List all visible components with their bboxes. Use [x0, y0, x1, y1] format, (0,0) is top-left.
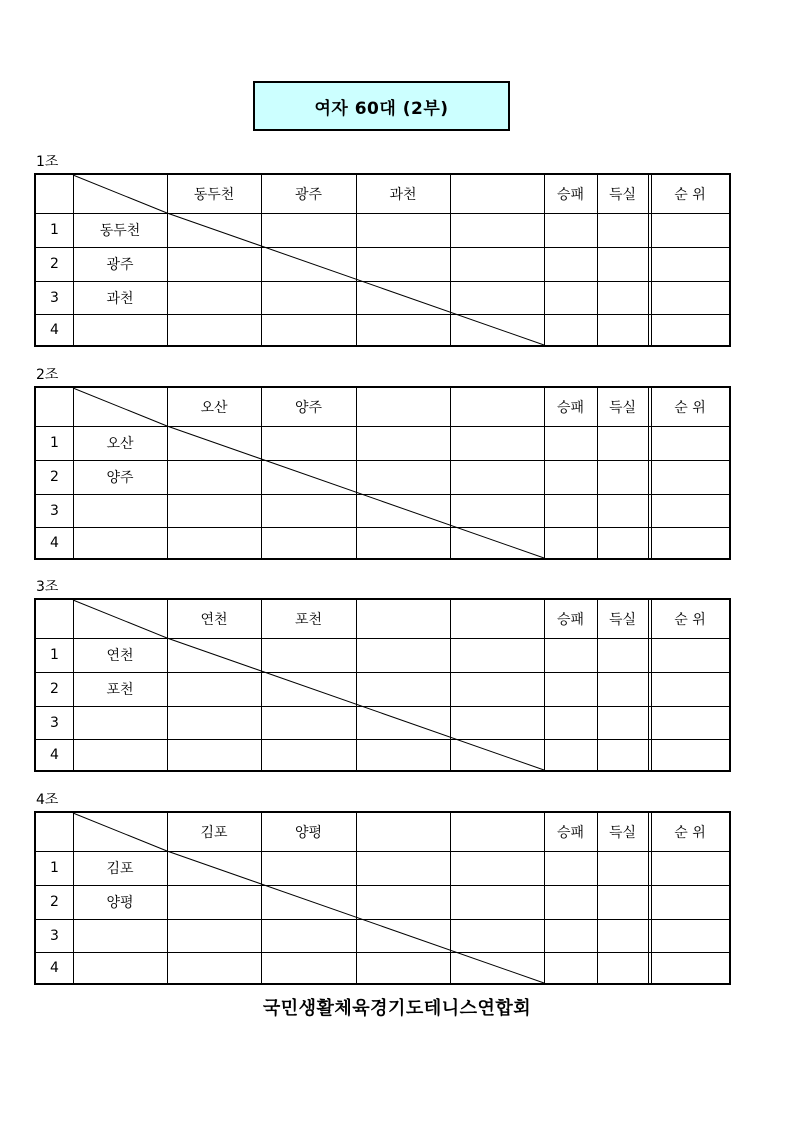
row-number: 1 — [50, 435, 59, 451]
header-diagonal — [73, 813, 167, 851]
group-label: 1조 — [36, 154, 59, 170]
rank-header: 순 위 — [674, 400, 706, 416]
column-team-header: 양주 — [294, 400, 323, 416]
row-number: 2 — [50, 894, 59, 910]
row-number: 2 — [50, 681, 59, 697]
organization-footer: 국민생활체육경기도테니스연합회 — [262, 998, 532, 1019]
row-number: 1 — [50, 222, 59, 238]
row-team-name: 양평 — [106, 895, 134, 911]
rank-header: 순 위 — [674, 825, 706, 841]
row-team-name: 과천 — [106, 290, 134, 307]
column-team-header: 양평 — [294, 825, 323, 841]
row-number: 4 — [50, 321, 59, 338]
row-number: 2 — [50, 469, 59, 485]
page-title: 여자 60대 (2부) — [253, 81, 510, 131]
group-table — [34, 173, 731, 347]
row-team-name: 김포 — [106, 861, 134, 877]
points-header: 득실 — [608, 612, 637, 628]
row-team-name: 오산 — [106, 436, 134, 452]
column-team-header: 포천 — [294, 612, 323, 628]
rank-header: 순 위 — [674, 187, 706, 203]
column-team-header: 과천 — [389, 187, 417, 203]
row-number: 1 — [50, 647, 59, 663]
group-label: 2조 — [36, 367, 59, 383]
group-table — [34, 598, 731, 772]
win-loss-header: 승패 — [556, 612, 585, 628]
points-header: 득실 — [608, 400, 637, 416]
row-number: 4 — [50, 534, 59, 551]
row-number: 4 — [50, 959, 59, 976]
column-team-header: 동두천 — [193, 187, 235, 203]
match-diagonal — [167, 638, 544, 770]
points-header: 득실 — [608, 825, 637, 841]
group-table — [34, 811, 731, 985]
header-diagonal — [73, 388, 167, 426]
row-team-name: 양주 — [106, 470, 134, 486]
column-team-header: 광주 — [294, 187, 323, 203]
win-loss-header: 승패 — [556, 825, 585, 841]
row-team-name: 동두천 — [99, 223, 141, 239]
match-diagonal — [167, 851, 544, 983]
win-loss-header: 승패 — [556, 400, 585, 416]
points-header: 득실 — [608, 187, 637, 203]
row-number: 3 — [50, 714, 59, 731]
group-table — [34, 386, 731, 560]
column-team-header: 연천 — [200, 612, 228, 628]
match-diagonal — [167, 426, 544, 558]
row-number: 3 — [50, 502, 59, 519]
row-number: 2 — [50, 256, 59, 272]
rank-header: 순 위 — [674, 612, 706, 628]
row-number: 4 — [50, 746, 59, 763]
column-team-header: 김포 — [200, 825, 228, 841]
group-label: 4조 — [36, 792, 59, 808]
row-team-name: 연천 — [106, 648, 134, 664]
header-diagonal — [73, 600, 167, 638]
row-number: 3 — [50, 289, 59, 306]
row-number: 3 — [50, 927, 59, 944]
column-team-header: 오산 — [200, 400, 228, 416]
match-diagonal — [167, 213, 544, 345]
row-team-name: 포천 — [106, 682, 134, 698]
row-team-name: 광주 — [106, 257, 134, 273]
row-number: 1 — [50, 860, 59, 876]
win-loss-header: 승패 — [556, 187, 585, 203]
header-diagonal — [73, 175, 167, 213]
group-label: 3조 — [36, 579, 59, 595]
